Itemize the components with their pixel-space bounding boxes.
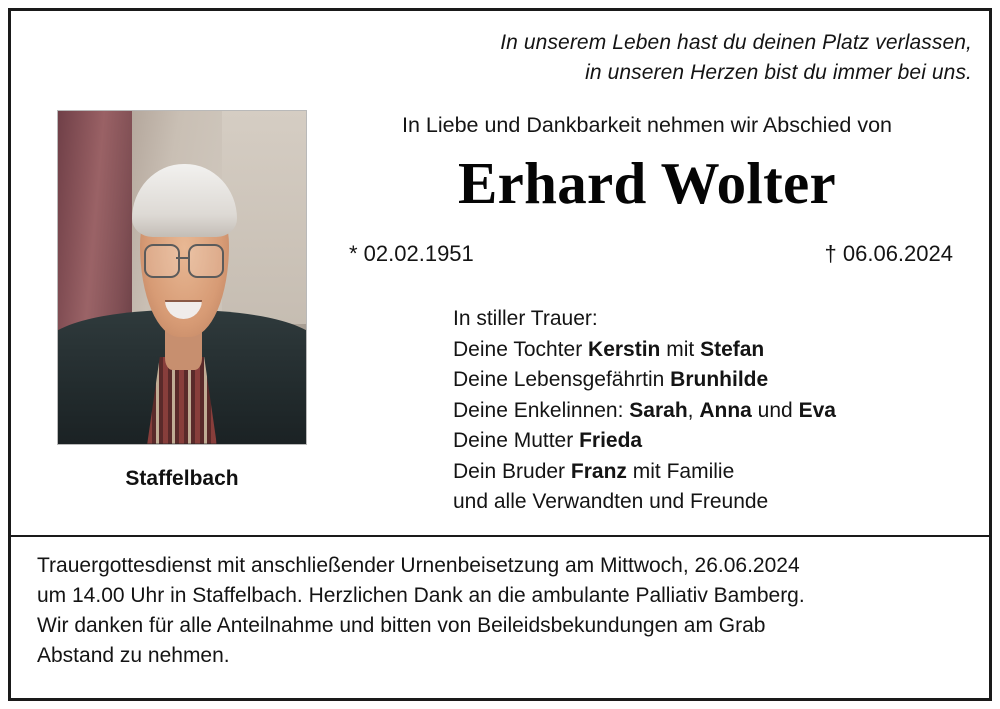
mourner-text: Deine Lebensgefährtin [453,368,671,392]
mourner-text: und [751,398,799,422]
mourners-block [331,304,963,517]
mourner-name: Brunhilde [670,368,769,392]
portrait-photo [57,110,307,445]
motto-line-1: In unserem Leben hast du deinen Platz verlassen, [500,31,972,54]
photo-column [11,110,331,491]
mourner-line [453,365,963,395]
service-line-3: Wir danken für alle Anteilnahme und bitten von Beileidsbekundungen am Grab [37,614,766,638]
service-line-2: um 14.00 Uhr in Staffelbach. Herzlichen Dank an die ambulante Palliativ Bamberg. [37,584,805,608]
service-line-1: Trauergottesdienst mit anschließender Urnenbeisetzung am Mittwoch, 26.06.2024 [37,554,800,578]
mourner-text: Deine Tochter [453,337,589,361]
mourner-line [453,335,963,365]
main-content [11,88,989,518]
motto-line-2: in unseren Herzen bist du immer bei uns. [585,60,972,84]
mourner-text: mit Familie [626,459,735,483]
intro-text: In Liebe und Dankbarkeit nehmen wir Abschied von [401,112,893,137]
mourner-text: Deine Enkelinnen: [453,398,630,422]
mourner-line [453,426,963,456]
place-label: Staffelbach [125,466,239,490]
mourner-line [453,487,963,517]
death-date: † 06.06.2024 [824,241,953,267]
mourner-name: Frieda [579,429,643,453]
mourner-name: Anna [699,398,752,422]
mourner-line [453,396,963,426]
mourner-text: Dein Bruder [453,459,571,483]
mourner-name: Franz [570,459,627,483]
service-line-4: Abstand zu nehmen. [37,643,230,667]
service-details [11,537,989,670]
birth-date: * 02.02.1951 [349,241,474,267]
motto-block [11,11,989,88]
mourner-name: Sarah [629,398,688,422]
mourner-name: Kerstin [588,337,661,361]
deceased-name: Erhard Wolter [457,149,837,216]
text-column [331,110,989,518]
mourner-text: und alle Verwandten und Freunde [453,489,769,513]
life-dates [331,241,963,267]
mourner-text: , [687,398,700,422]
mourner-text: Deine Mutter [453,429,580,453]
mourners-heading: In stiller Trauer: [453,307,598,331]
mourner-name: Eva [798,398,836,422]
mourner-name: Stefan [700,337,765,361]
mourner-line [453,457,963,487]
mourner-text: mit [660,337,701,361]
